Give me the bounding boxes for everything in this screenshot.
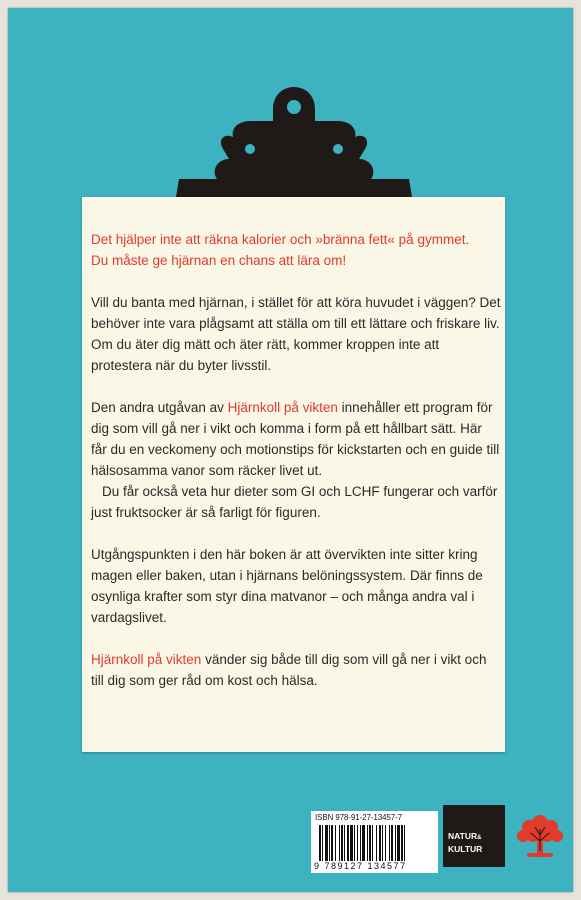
lead-line-1: Det hjälper inte att räkna kalorier och »bränna fett« på gymmet.: [91, 232, 470, 247]
barcode-icon: [319, 825, 431, 861]
publisher-logo: [443, 805, 505, 867]
paragraph-4: Utgångspunkten i den här boken är att övervikten inte sitter kring magen eller baken, utan i hjärnans belöningssystem. Där finns de osynliga krafter som styr dina matvanor – och många andra val i vardagslivet.: [91, 547, 483, 625]
paragraph-5-body: vänder sig både till dig som vill gå ner i vikt och till dig som ger råd om kost och hälsa.: [91, 652, 487, 688]
publisher-name-line-2: KULTUR: [448, 844, 483, 854]
paragraph-2: [91, 397, 501, 481]
paragraph-2-body: innehåller ett program för dig som vill gå ner i vikt och komma i form på ett hållbart sätt. Här får du en veckomeny och motionstips för kickstarten och en guide till hälsosamma vanor som räcker livet ut.: [91, 400, 500, 478]
paragraph-3: Du får också veta hur dieter som GI och LCHF fungerar och varför just fruktsocker är så farligt för figuren.: [91, 484, 498, 520]
barcode: [311, 811, 438, 873]
publisher-ampersand: &: [477, 835, 482, 841]
lead-line-2: Du måste ge hjärnan en chans att lära om!: [91, 253, 347, 268]
publisher-name: [448, 831, 482, 855]
paragraph-2-intro: Den andra utgåvan av: [91, 400, 228, 415]
book-title: Hjärnkoll på vikten: [91, 652, 202, 667]
paragraph-1: Vill du banta med hjärnan, i stället för att köra huvudet i väggen? Det behöver inte vara plågsamt att ställa om till ett lättare och friskare liv. Om du äter dig mätt och äter rätt, kommer kroppen inte att protestera när du byter livsstil.: [91, 295, 501, 373]
publisher-name-line-1: NATUR: [448, 831, 478, 841]
paragraph-5: [91, 649, 501, 691]
isbn-label: ISBN 978-91-27-13457-7: [315, 813, 403, 822]
book-title-link: Hjärnkoll på vikten: [227, 400, 338, 415]
blurb-text: [91, 229, 501, 691]
clipboard-clip-icon: [175, 85, 413, 207]
tree-logo-icon: [513, 811, 567, 863]
barcode-number: 9 789127 134577: [314, 861, 407, 871]
